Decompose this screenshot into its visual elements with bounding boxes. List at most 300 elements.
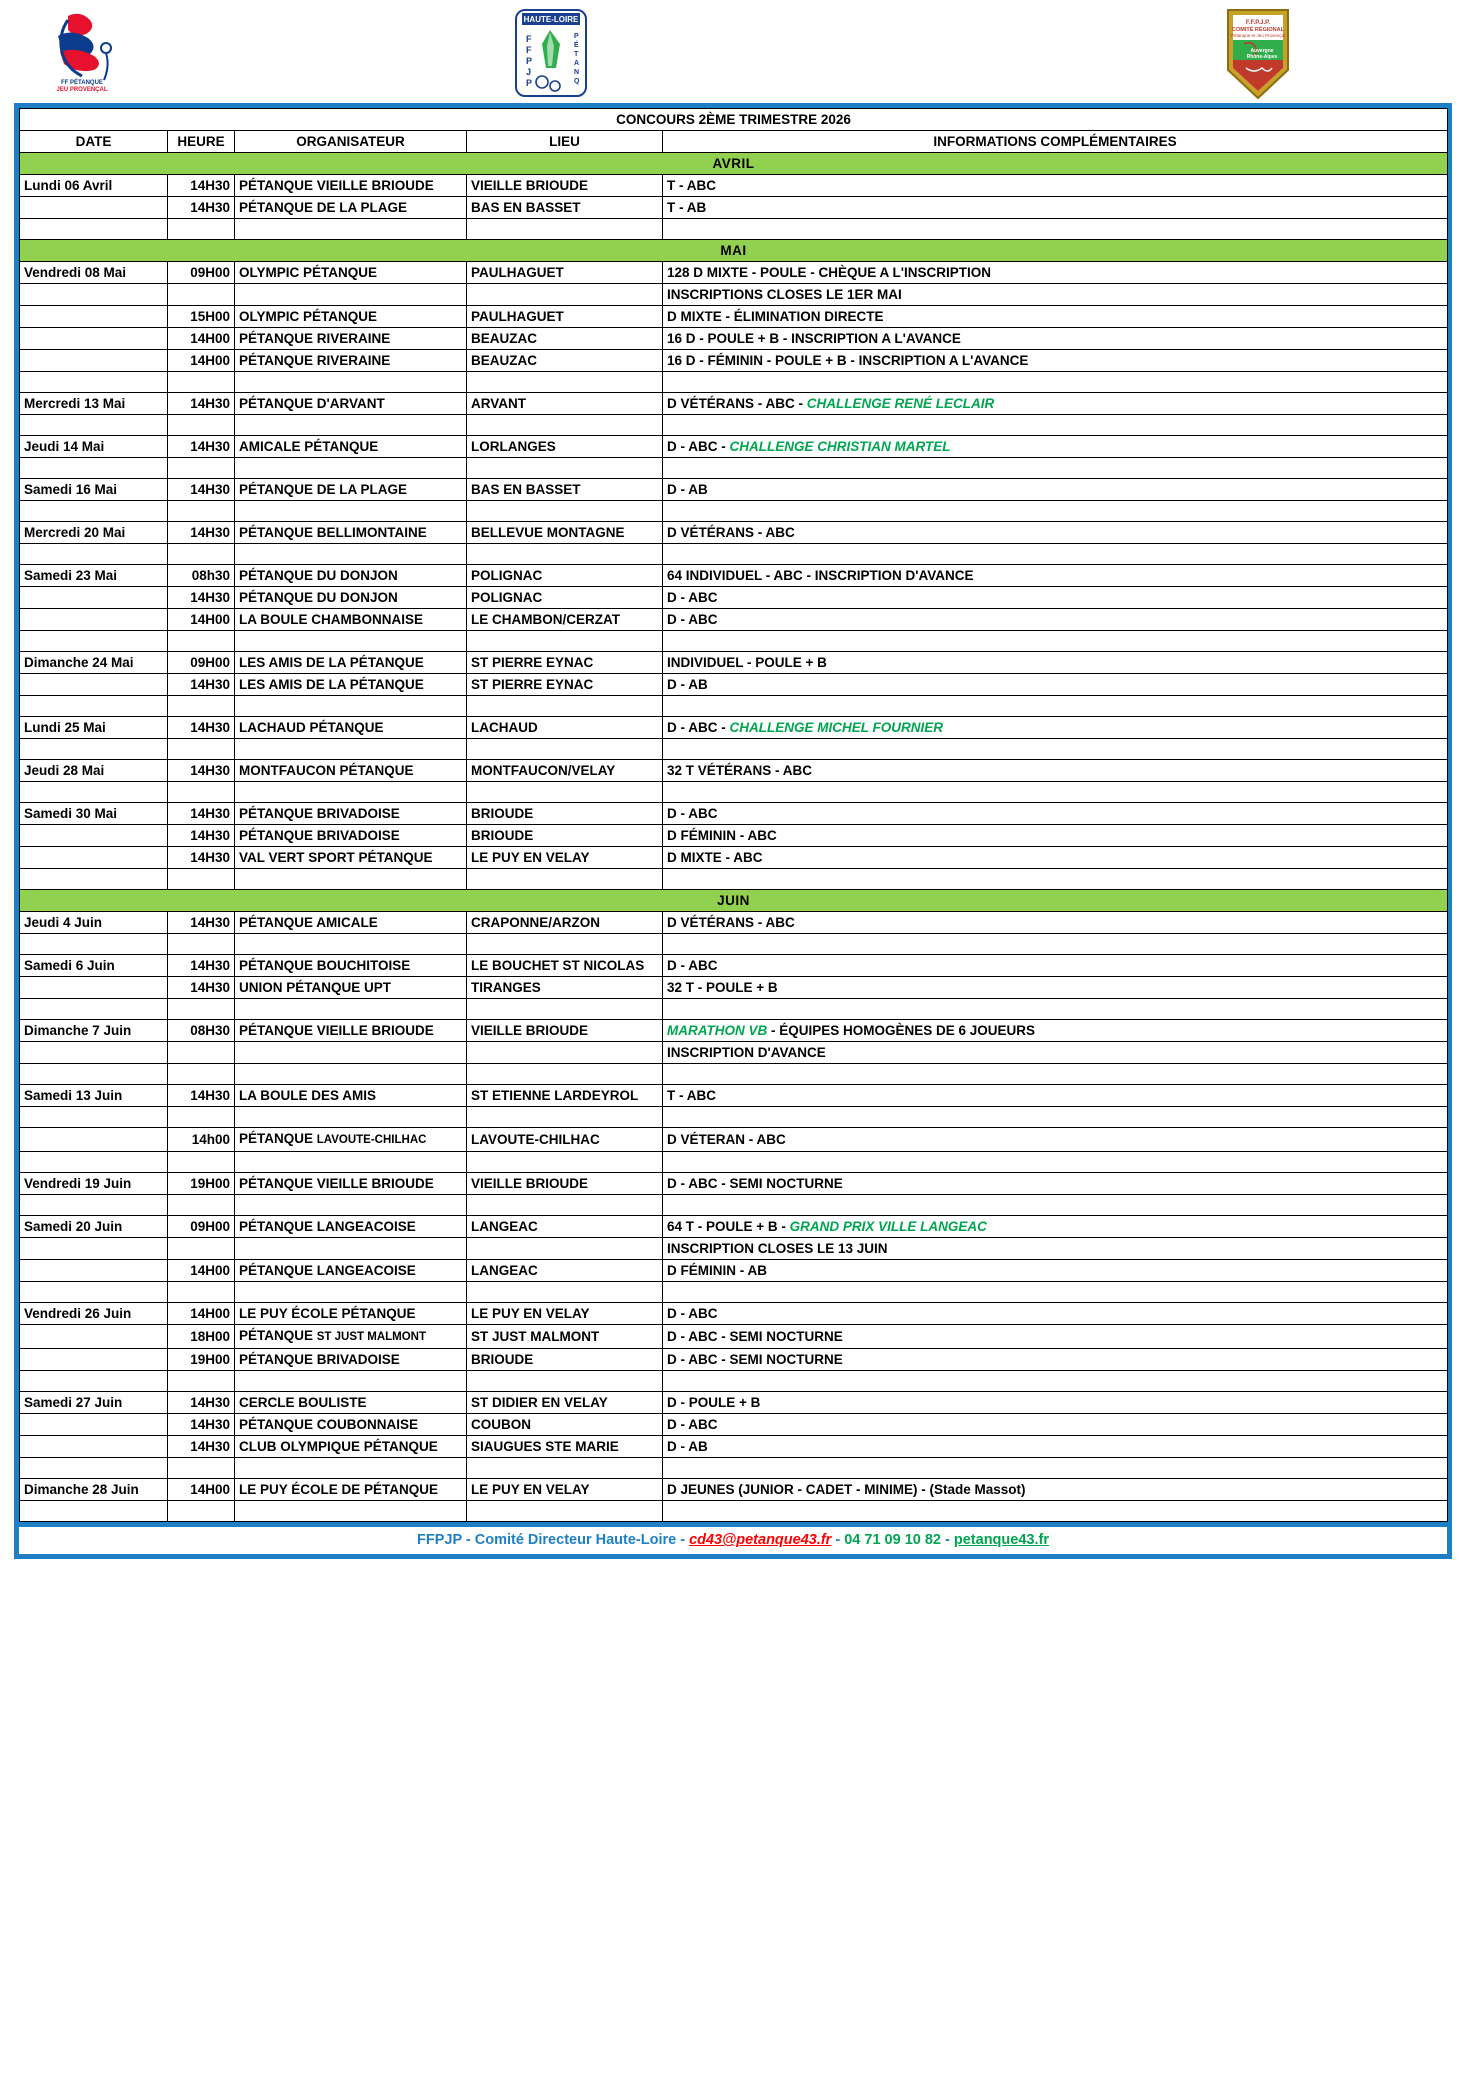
cell-heure: 14h00	[168, 1128, 235, 1152]
spacer-cell	[663, 869, 1448, 890]
cell-organisateur: LES AMIS DE LA PÉTANQUE	[235, 674, 467, 696]
spacer-cell	[20, 1152, 168, 1173]
spacer-cell	[168, 631, 235, 652]
spacer-cell	[20, 458, 168, 479]
column-header-organisateur: ORGANISATEUR	[235, 131, 467, 153]
cell-date: Dimanche 7 Juin	[20, 1020, 168, 1042]
spacer-row	[20, 1282, 1448, 1303]
cell-lieu: BAS EN BASSET	[467, 479, 663, 501]
spacer-row	[20, 696, 1448, 717]
spacer-row	[20, 219, 1448, 240]
spacer-cell	[663, 1195, 1448, 1216]
cell-date	[20, 350, 168, 372]
spacer-cell	[168, 1107, 235, 1128]
cell-organisateur: PÉTANQUE RIVERAINE	[235, 350, 467, 372]
spacer-cell	[467, 739, 663, 760]
cell-lieu: SIAUGUES STE MARIE	[467, 1436, 663, 1458]
svg-text:HAUTE-LOIRE: HAUTE-LOIRE	[523, 15, 579, 24]
table-row	[20, 479, 1448, 501]
cell-date	[20, 977, 168, 999]
cell-heure: 14H30	[168, 825, 235, 847]
table-row	[20, 1128, 1448, 1152]
cell-organisateur	[235, 1238, 467, 1260]
spacer-cell	[235, 372, 467, 393]
spacer-cell	[235, 219, 467, 240]
cell-lieu: ST JUST MALMONT	[467, 1325, 663, 1349]
logo-bar	[0, 0, 1466, 100]
cell-date	[20, 1325, 168, 1349]
spacer-row	[20, 631, 1448, 652]
cell-informations	[663, 393, 1448, 415]
info-text: D - ABC -	[667, 720, 730, 735]
table-row	[20, 262, 1448, 284]
spacer-cell	[235, 458, 467, 479]
table-row	[20, 306, 1448, 328]
table-row	[20, 522, 1448, 544]
spacer-row	[20, 1107, 1448, 1128]
spacer-cell	[663, 1501, 1448, 1522]
cell-informations: D - ABC	[663, 609, 1448, 631]
table-row	[20, 1260, 1448, 1282]
cell-lieu: MONTFAUCON/VELAY	[467, 760, 663, 782]
cell-heure: 14H00	[168, 350, 235, 372]
spacer-cell	[235, 631, 467, 652]
footer-sep1: -	[831, 1532, 845, 1548]
cell-organisateur: LE PUY ÉCOLE DE PÉTANQUE	[235, 1479, 467, 1501]
cell-organisateur	[235, 1128, 467, 1152]
spacer-cell	[663, 1064, 1448, 1085]
column-header-date: DATE	[20, 131, 168, 153]
cell-heure	[168, 284, 235, 306]
cell-lieu	[467, 1042, 663, 1064]
spacer-row	[20, 869, 1448, 890]
spacer-cell	[663, 999, 1448, 1020]
table-row	[20, 1349, 1448, 1371]
cell-lieu: PAULHAGUET	[467, 306, 663, 328]
spacer-cell	[663, 415, 1448, 436]
spacer-cell	[467, 1152, 663, 1173]
spacer-cell	[235, 696, 467, 717]
spacer-cell	[467, 1501, 663, 1522]
spacer-cell	[20, 219, 168, 240]
cell-informations: D - ABC - SEMI NOCTURNE	[663, 1325, 1448, 1349]
table-title-row	[20, 109, 1448, 131]
spacer-cell	[20, 934, 168, 955]
cell-heure: 14H30	[168, 1392, 235, 1414]
spacer-cell	[168, 501, 235, 522]
spacer-cell	[467, 1195, 663, 1216]
cell-lieu: COUBON	[467, 1414, 663, 1436]
cell-informations: D - AB	[663, 479, 1448, 501]
table-row	[20, 847, 1448, 869]
table-row	[20, 1414, 1448, 1436]
cell-lieu: VIEILLE BRIOUDE	[467, 1173, 663, 1195]
cell-date	[20, 587, 168, 609]
cell-informations: D - POULE + B	[663, 1392, 1448, 1414]
column-header-informations: INFORMATIONS COMPLÉMENTAIRES	[663, 131, 1448, 153]
spacer-cell	[168, 869, 235, 890]
spacer-cell	[467, 1107, 663, 1128]
cell-organisateur: PÉTANQUE DE LA PLAGE	[235, 197, 467, 219]
spacer-row	[20, 1458, 1448, 1479]
cell-lieu	[467, 284, 663, 306]
cell-heure: 14H30	[168, 1085, 235, 1107]
spacer-cell	[168, 458, 235, 479]
cell-date	[20, 1238, 168, 1260]
cell-date: Vendredi 19 Juin	[20, 1173, 168, 1195]
cell-organisateur: PÉTANQUE BRIVADOISE	[235, 825, 467, 847]
cell-heure: 14H30	[168, 479, 235, 501]
cell-lieu: ST PIERRE EYNAC	[467, 652, 663, 674]
cell-informations: D VÉTÉRANS - ABC	[663, 522, 1448, 544]
cell-informations: T - AB	[663, 197, 1448, 219]
cell-lieu: BELLEVUE MONTAGNE	[467, 522, 663, 544]
cell-lieu: ARVANT	[467, 393, 663, 415]
cell-date	[20, 674, 168, 696]
cell-organisateur: PÉTANQUE RIVERAINE	[235, 328, 467, 350]
spacer-cell	[20, 501, 168, 522]
cell-date: Samedi 13 Juin	[20, 1085, 168, 1107]
cell-organisateur: UNION PÉTANQUE UPT	[235, 977, 467, 999]
spacer-cell	[663, 544, 1448, 565]
svg-text:Q: Q	[574, 78, 580, 85]
svg-text:P: P	[526, 56, 533, 66]
spacer-cell	[467, 501, 663, 522]
spacer-cell	[168, 219, 235, 240]
cell-date: Lundi 06 Avril	[20, 175, 168, 197]
cell-date: Samedi 30 Mai	[20, 803, 168, 825]
cell-heure: 14H00	[168, 609, 235, 631]
table-row	[20, 393, 1448, 415]
spacer-cell	[168, 544, 235, 565]
spacer-cell	[235, 1458, 467, 1479]
cell-date: Mercredi 13 Mai	[20, 393, 168, 415]
cell-lieu: LANGEAC	[467, 1260, 663, 1282]
spacer-cell	[467, 999, 663, 1020]
table-header-row	[20, 131, 1448, 153]
cell-lieu: LORLANGES	[467, 436, 663, 458]
footer-contact	[19, 1522, 1447, 1554]
cell-informations	[663, 1020, 1448, 1042]
spacer-cell	[235, 999, 467, 1020]
cell-date	[20, 197, 168, 219]
cell-date: Jeudi 14 Mai	[20, 436, 168, 458]
table-row	[20, 565, 1448, 587]
table-row	[20, 1325, 1448, 1349]
cell-date: Jeudi 28 Mai	[20, 760, 168, 782]
cell-informations: D - ABC	[663, 803, 1448, 825]
svg-text:F: F	[526, 34, 532, 44]
cell-informations: D FÉMININ - AB	[663, 1260, 1448, 1282]
cell-date: Samedi 6 Juin	[20, 955, 168, 977]
cell-heure: 14H00	[168, 1260, 235, 1282]
spacer-cell	[467, 372, 663, 393]
cell-informations: 32 T - POULE + B	[663, 977, 1448, 999]
info-text: - ÉQUIPES HOMOGÈNES DE 6 JOUEURS	[767, 1023, 1036, 1038]
spacer-cell	[235, 1107, 467, 1128]
cell-heure: 14H30	[168, 803, 235, 825]
spacer-cell	[168, 1195, 235, 1216]
spacer-cell	[235, 415, 467, 436]
cell-heure: 14H30	[168, 393, 235, 415]
table-row	[20, 587, 1448, 609]
cell-lieu: LE PUY EN VELAY	[467, 1479, 663, 1501]
cell-organisateur: OLYMPIC PÉTANQUE	[235, 262, 467, 284]
spacer-cell	[467, 782, 663, 803]
spacer-cell	[168, 782, 235, 803]
svg-text:F: F	[526, 45, 532, 55]
spacer-cell	[20, 1371, 168, 1392]
cell-informations: D FÉMININ - ABC	[663, 825, 1448, 847]
svg-text:JEU PROVENÇAL: JEU PROVENÇAL	[56, 87, 108, 93]
footer-email-link[interactable]: cd43@petanque43.fr	[689, 1532, 832, 1548]
spacer-cell	[235, 544, 467, 565]
cell-organisateur: VAL VERT SPORT PÉTANQUE	[235, 847, 467, 869]
spacer-cell	[168, 999, 235, 1020]
cell-organisateur: MONTFAUCON PÉTANQUE	[235, 760, 467, 782]
cell-organisateur: PÉTANQUE COUBONNAISE	[235, 1414, 467, 1436]
cell-informations: 16 D - FÉMININ - POULE + B - INSCRIPTION A L'AVANCE	[663, 350, 1448, 372]
cell-date	[20, 284, 168, 306]
cell-lieu	[467, 1238, 663, 1260]
cell-lieu: LE PUY EN VELAY	[467, 847, 663, 869]
cell-organisateur: LACHAUD PÉTANQUE	[235, 717, 467, 739]
spacer-cell	[235, 501, 467, 522]
info-text: D - ABC -	[667, 439, 730, 454]
page-title: CONCOURS 2ÈME TRIMESTRE 2026	[20, 109, 1448, 131]
spacer-cell	[235, 934, 467, 955]
footer-sep2: -	[941, 1532, 954, 1548]
svg-text:Pétanque et Jeu Provençal: Pétanque et Jeu Provençal	[1230, 33, 1286, 38]
cell-lieu: LANGEAC	[467, 1216, 663, 1238]
table-row	[20, 825, 1448, 847]
cell-informations: D - ABC	[663, 1303, 1448, 1325]
cell-organisateur: PÉTANQUE VIEILLE BRIOUDE	[235, 1020, 467, 1042]
spacer-cell	[663, 934, 1448, 955]
table-row	[20, 175, 1448, 197]
spacer-row	[20, 739, 1448, 760]
cell-heure: 19H00	[168, 1173, 235, 1195]
info-highlight: CHALLENGE RENÉ LECLAIR	[806, 396, 995, 411]
cell-informations: D VÉTÉRANS - ABC	[663, 912, 1448, 934]
cell-heure: 14H30	[168, 1436, 235, 1458]
cell-organisateur: CLUB OLYMPIQUE PÉTANQUE	[235, 1436, 467, 1458]
cell-lieu: BRIOUDE	[467, 803, 663, 825]
svg-text:P: P	[574, 33, 579, 40]
cell-lieu: VIEILLE BRIOUDE	[467, 1020, 663, 1042]
table-row	[20, 436, 1448, 458]
spacer-cell	[663, 219, 1448, 240]
spacer-cell	[663, 739, 1448, 760]
cell-lieu: LE CHAMBON/CERZAT	[467, 609, 663, 631]
spacer-cell	[235, 1371, 467, 1392]
svg-text:FF PÉTANQUE: FF PÉTANQUE	[61, 80, 103, 86]
cell-heure: 09H00	[168, 652, 235, 674]
cell-heure: 14H30	[168, 955, 235, 977]
svg-text:COMITÉ RÉGIONAL: COMITÉ RÉGIONAL	[1232, 27, 1284, 33]
cell-date	[20, 1349, 168, 1371]
cell-informations: 16 D - POULE + B - INSCRIPTION A L'AVANCE	[663, 328, 1448, 350]
month-label: MAI	[20, 240, 1448, 262]
spacer-cell	[168, 1371, 235, 1392]
table-row	[20, 955, 1448, 977]
table-row	[20, 1238, 1448, 1260]
spacer-row	[20, 1501, 1448, 1522]
spacer-row	[20, 1152, 1448, 1173]
table-row	[20, 284, 1448, 306]
schedule-frame	[14, 103, 1452, 1559]
cell-informations	[663, 1216, 1448, 1238]
footer-website-link[interactable]: petanque43.fr	[953, 1532, 1049, 1548]
spacer-cell	[235, 1501, 467, 1522]
table-row	[20, 1020, 1448, 1042]
spacer-cell	[663, 1152, 1448, 1173]
spacer-cell	[663, 1282, 1448, 1303]
cell-organisateur	[235, 1325, 467, 1349]
cell-date	[20, 1414, 168, 1436]
table-row	[20, 912, 1448, 934]
cell-lieu: LE PUY EN VELAY	[467, 1303, 663, 1325]
spacer-row	[20, 934, 1448, 955]
cell-organisateur: PÉTANQUE VIEILLE BRIOUDE	[235, 175, 467, 197]
cell-informations: 64 INDIVIDUEL - ABC - INSCRIPTION D'AVANCE	[663, 565, 1448, 587]
spacer-cell	[663, 1458, 1448, 1479]
cell-heure: 08h30	[168, 565, 235, 587]
org-main: PÉTANQUE	[239, 1131, 317, 1146]
cell-lieu: LACHAUD	[467, 717, 663, 739]
cell-informations: D - ABC	[663, 955, 1448, 977]
spacer-cell	[467, 631, 663, 652]
footer-prefix: FFPJP - Comité Directeur Haute-Loire -	[417, 1532, 690, 1548]
spacer-cell	[20, 631, 168, 652]
spacer-cell	[20, 1107, 168, 1128]
cell-lieu: ST ETIENNE LARDEYROL	[467, 1085, 663, 1107]
cell-heure: 14H00	[168, 1479, 235, 1501]
spacer-cell	[20, 1282, 168, 1303]
spacer-cell	[467, 934, 663, 955]
cell-date: Lundi 25 Mai	[20, 717, 168, 739]
svg-text:F.F.P.J.P.: F.F.P.J.P.	[1245, 20, 1271, 26]
spacer-cell	[168, 934, 235, 955]
spacer-cell	[235, 1282, 467, 1303]
cell-lieu: POLIGNAC	[467, 587, 663, 609]
cell-date	[20, 1436, 168, 1458]
cell-organisateur: PÉTANQUE DU DONJON	[235, 565, 467, 587]
cell-informations: D - AB	[663, 1436, 1448, 1458]
spacer-cell	[663, 372, 1448, 393]
spacer-row	[20, 415, 1448, 436]
spacer-row	[20, 458, 1448, 479]
cell-heure: 14H30	[168, 977, 235, 999]
spacer-cell	[663, 458, 1448, 479]
info-text: D VÉTÉRANS - ABC -	[667, 396, 807, 411]
cell-organisateur: PÉTANQUE BELLIMONTAINE	[235, 522, 467, 544]
haute-loire-ffpjp-logo	[510, 8, 592, 98]
cell-organisateur: LE PUY ÉCOLE PÉTANQUE	[235, 1303, 467, 1325]
spacer-cell	[235, 869, 467, 890]
cell-organisateur: AMICALE PÉTANQUE	[235, 436, 467, 458]
cell-informations: D MIXTE - ÉLIMINATION DIRECTE	[663, 306, 1448, 328]
spacer-cell	[467, 1458, 663, 1479]
svg-text:T: T	[574, 51, 579, 58]
info-highlight: CHALLENGE CHRISTIAN MARTEL	[729, 439, 951, 454]
cell-informations: 128 D MIXTE - POULE - CHÈQUE A L'INSCRIPTION	[663, 262, 1448, 284]
spacer-cell	[20, 1501, 168, 1522]
spacer-cell	[20, 739, 168, 760]
cell-heure: 14H30	[168, 912, 235, 934]
svg-text:Rhône-Alpes: Rhône-Alpes	[1246, 54, 1278, 60]
table-row	[20, 1173, 1448, 1195]
month-band-row	[20, 890, 1448, 912]
cell-lieu: BEAUZAC	[467, 350, 663, 372]
cell-informations: D - ABC	[663, 587, 1448, 609]
org-suffix: ST JUST MALMONT	[316, 1331, 427, 1343]
cell-date: Samedi 23 Mai	[20, 565, 168, 587]
cell-date	[20, 1042, 168, 1064]
cell-organisateur: CERCLE BOULISTE	[235, 1392, 467, 1414]
cell-heure: 08H30	[168, 1020, 235, 1042]
svg-text:A: A	[574, 60, 580, 67]
cell-heure: 14H00	[168, 328, 235, 350]
cell-organisateur	[235, 284, 467, 306]
cell-heure: 18H00	[168, 1325, 235, 1349]
cell-heure	[168, 1238, 235, 1260]
spacer-row	[20, 372, 1448, 393]
cell-heure: 14H00	[168, 1303, 235, 1325]
ffpjp-national-logo	[38, 8, 128, 96]
spacer-cell	[20, 1458, 168, 1479]
table-row	[20, 1436, 1448, 1458]
spacer-cell	[168, 1152, 235, 1173]
cell-heure: 19H00	[168, 1349, 235, 1371]
cell-organisateur: PÉTANQUE VIEILLE BRIOUDE	[235, 1173, 467, 1195]
table-row	[20, 197, 1448, 219]
spacer-cell	[663, 696, 1448, 717]
spacer-cell	[20, 696, 168, 717]
spacer-row	[20, 1195, 1448, 1216]
svg-text:N: N	[574, 69, 580, 76]
spacer-cell	[467, 1064, 663, 1085]
spacer-cell	[467, 415, 663, 436]
table-row	[20, 1085, 1448, 1107]
cell-lieu: CRAPONNE/ARZON	[467, 912, 663, 934]
spacer-cell	[20, 999, 168, 1020]
table-row	[20, 1479, 1448, 1501]
spacer-cell	[663, 1107, 1448, 1128]
cell-date: Vendredi 08 Mai	[20, 262, 168, 284]
spacer-cell	[168, 1501, 235, 1522]
cell-organisateur: PÉTANQUE AMICALE	[235, 912, 467, 934]
table-row	[20, 977, 1448, 999]
cell-heure: 14H30	[168, 760, 235, 782]
spacer-cell	[235, 1195, 467, 1216]
cell-lieu: PAULHAGUET	[467, 262, 663, 284]
column-header-lieu: LIEU	[467, 131, 663, 153]
info-text: 64 T - POULE + B -	[667, 1219, 790, 1234]
table-row	[20, 760, 1448, 782]
cell-heure: 14H30	[168, 197, 235, 219]
cell-organisateur: PÉTANQUE DU DONJON	[235, 587, 467, 609]
info-highlight: MARATHON VB	[667, 1023, 768, 1038]
cell-lieu: BEAUZAC	[467, 328, 663, 350]
month-band-row	[20, 153, 1448, 175]
spacer-cell	[20, 869, 168, 890]
cell-heure: 14H30	[168, 175, 235, 197]
cell-heure: 14H30	[168, 522, 235, 544]
spacer-row	[20, 782, 1448, 803]
svg-text:É: É	[574, 42, 579, 49]
cell-informations: INDIVIDUEL - POULE + B	[663, 652, 1448, 674]
